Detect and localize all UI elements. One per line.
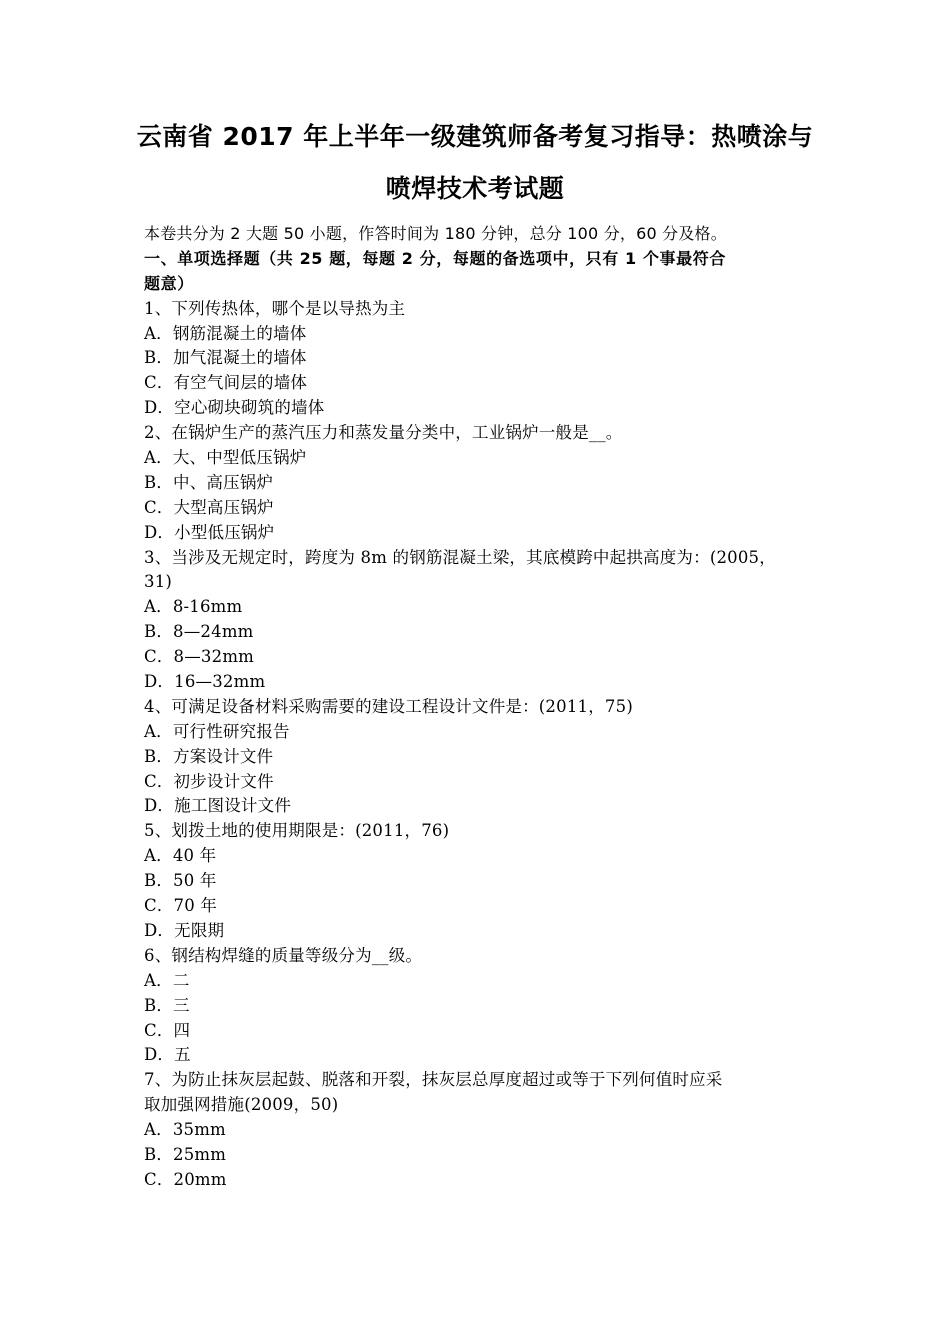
answer-option: B．中、高压锅炉 [144,472,274,492]
question-stem: 31) [144,572,173,592]
question-stem: 取加强网措施(2009，50) [144,1095,339,1115]
question-stem: 7、为防止抹灰层起鼓、脱落和开裂，抹灰层总厚度超过或等于下列何值时应采 [144,1070,723,1090]
question-item [144,421,812,545]
question-list [144,297,812,1193]
answer-option: C．四 [144,1020,191,1040]
section-heading-line-1: 一、单项选择题（共 25 题，每题 2 分，每题的备选项中，只有 1 个事最符合 [144,248,726,268]
question-item [144,546,812,695]
answer-option: B．25mm [144,1144,227,1164]
question-item [144,695,812,819]
answer-option: A．35mm [144,1120,226,1140]
question-stem: 6、钢结构焊缝的质量等级分为__级。 [144,945,423,965]
document-title-line-1: 云南省 2017 年上半年一级建筑师备考复习指导：热喷涂与 [136,122,814,151]
answer-option: C．8—32mm [144,647,255,667]
answer-option: A．40 年 [144,846,217,866]
answer-option: B．加气混凝土的墙体 [144,348,307,368]
document-body [144,222,812,1193]
answer-option: D．无限期 [144,920,225,940]
document-title-line-2: 喷焊技术考试题 [385,174,565,203]
answer-option: C．70 年 [144,896,218,916]
answer-option: C．初步设计文件 [144,771,274,791]
answer-option: C．大型高压锅炉 [144,497,274,517]
answer-option: C．20mm [144,1169,227,1189]
question-stem: 5、划拨土地的使用期限是：(2011，76) [144,821,450,841]
answer-option: A．8-16mm [144,597,243,617]
question-item [144,944,812,1068]
answer-option: A．大、中型低压锅炉 [144,448,307,468]
answer-option: D．16—32mm [144,672,266,692]
answer-option: C．有空气间层的墙体 [144,373,308,393]
answer-option: A．钢筋混凝土的墙体 [144,323,307,343]
answer-option: D．小型低压锅炉 [144,522,275,542]
answer-option: B．8—24mm [144,622,254,642]
question-item [144,297,812,421]
answer-option: D．五 [144,1045,191,1065]
answer-option: D．空心砌块砌筑的墙体 [144,398,325,418]
section-heading-continued: 题意） [144,273,194,293]
answer-option: A．二 [144,970,190,990]
section-heading [144,247,812,272]
question-stem: 3、当涉及无规定时，跨度为 8m 的钢筋混凝土梁，其底模跨中起拱高度为：(2005， [144,547,776,567]
answer-option: B．50 年 [144,871,217,891]
answer-option: B．方案设计文件 [144,746,274,766]
question-item [144,1068,812,1192]
question-item [144,819,812,943]
answer-option: B．三 [144,995,190,1015]
question-stem: 2、在锅炉生产的蒸汽压力和蒸发量分类中，工业锅炉一般是__。 [144,423,623,443]
answer-option: A．可行性研究报告 [144,721,290,741]
question-stem: 4、可满足设备材料采购需要的建设工程设计文件是：(2011，75) [144,696,633,716]
exam-instructions: 本卷共分为 2 大题 50 小题，作答时间为 180 分钟，总分 100 分，60 分及格。 [144,224,727,243]
answer-option: D．施工图设计文件 [144,796,292,816]
question-stem: 1、下列传热体，哪个是以导热为主 [144,298,406,318]
